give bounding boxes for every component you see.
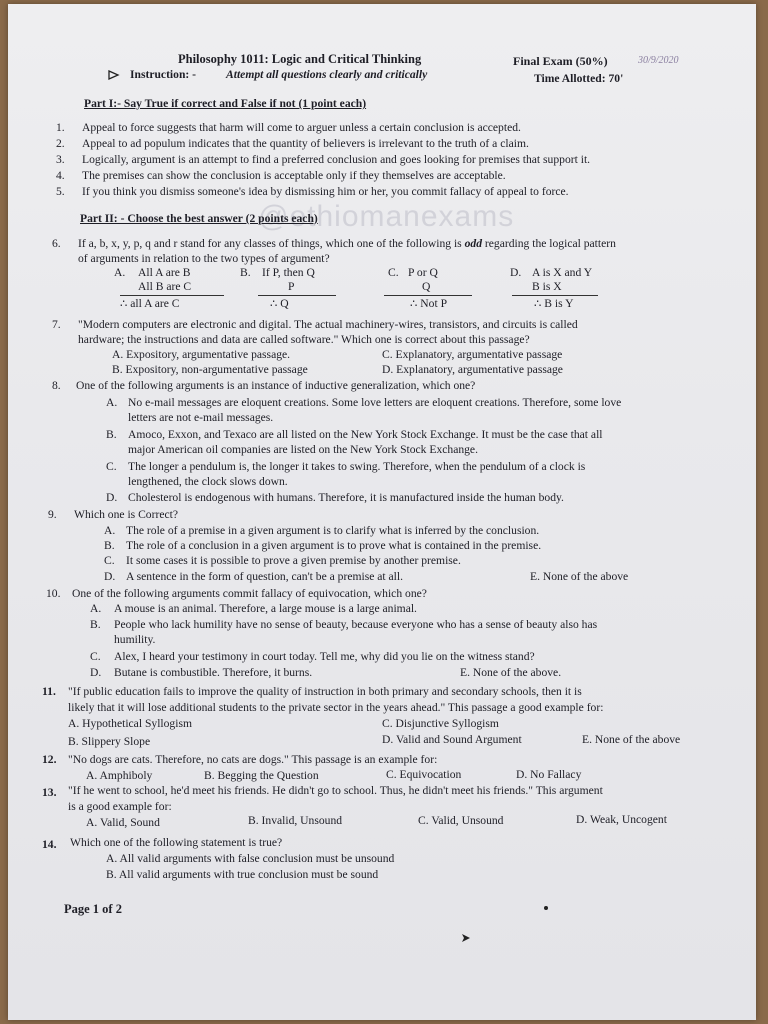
option-label: A. [104, 524, 116, 537]
option-label: A. [90, 602, 102, 615]
question-number: 13. [42, 786, 57, 799]
option-label: B. [106, 428, 117, 441]
option-label: D. [510, 266, 522, 279]
question-number: 11. [42, 685, 56, 698]
option-b: Amoco, Exxon, and Texaco are all listed on the New York Stock Exchange. It must be the case that all [128, 428, 603, 441]
conclusion-line: ∴ Not P [410, 297, 448, 310]
inference-line [258, 295, 336, 296]
option-c-cont: lengthened, the clock slows down. [128, 475, 288, 488]
question-text: "If he went to school, he'd meet his friends. He didn't go to school. Thus, he didn't meet his friends." This argument [68, 784, 603, 797]
option-d: D. Valid and Sound Argument [382, 733, 522, 746]
premise-line: P [288, 280, 295, 293]
conclusion-line: ∴ Q [270, 297, 289, 310]
premise-line: All A are B [138, 266, 191, 279]
course-title: Philosophy 1011: Logic and Critical Thinking [178, 52, 422, 66]
option-label: D. [104, 570, 116, 583]
option-b: B. Slippery Slope [68, 735, 151, 748]
part1-item: Logically, argument is an attempt to find a preferred conclusion and goes looking for premises that support it. [82, 153, 591, 166]
option-d: Butane is combustible. Therefore, it burns. [114, 666, 313, 679]
question-text-cont: likely that it will lose additional students to the private sector in the years ahead." This passage a good example for: [68, 701, 604, 714]
option-label: C. [104, 554, 115, 567]
part1-item-num: 2. [56, 137, 65, 150]
option-label: C. [388, 266, 399, 279]
instruction-text: Attempt all questions clearly and critically [226, 68, 428, 81]
exam-type: Final Exam (50%) [513, 54, 608, 68]
inference-line [120, 295, 224, 296]
exam-sheet [8, 4, 756, 1020]
option-b: The role of a conclusion in a given argument is to prove what is contained in the premise. [126, 539, 542, 552]
option-d: D. Explanatory, argumentative passage [382, 363, 563, 376]
part2-title: Part II: - Choose the best answer (2 points each) [80, 212, 318, 225]
option-b: B. Expository, non-argumentative passage [112, 363, 308, 376]
option-e: E. None of the above. [460, 666, 562, 679]
premise-line: If P, then Q [262, 266, 315, 279]
option-a: A. Amphiboly [86, 769, 153, 782]
premise-line: A is X and Y [532, 266, 593, 279]
option-a: A mouse is an animal. Therefore, a large mouse is a large animal. [114, 602, 417, 615]
ink-speck [544, 906, 548, 910]
question-text: "Modern computers are electronic and digital. The actual machinery-wires, transistors, and circuits is called [78, 318, 578, 331]
option-b: People who lack humility have no sense of beauty, because everyone who has a sense of beauty also has [114, 618, 598, 631]
arrow-bullet-icon [108, 70, 120, 80]
option-c: C. Valid, Unsound [418, 814, 504, 827]
question-number: 10. [46, 587, 61, 600]
question-text-cont: hardware; the instructions and data are called software." Which one is correct about this passage? [78, 333, 530, 346]
question-text: One of the following arguments commit fallacy of equivocation, which one? [72, 587, 427, 600]
question-number: 8. [52, 379, 61, 392]
part1-item-num: 4. [56, 169, 65, 182]
conclusion-line: ∴ all A are C [120, 297, 180, 310]
option-a: A. Hypothetical Syllogism [68, 717, 192, 730]
option-label: B. [90, 618, 101, 631]
ink-mark-icon [460, 932, 472, 944]
option-b-cont: humility. [114, 633, 156, 646]
option-label: D. [90, 666, 102, 679]
option-e: E. None of the above [582, 733, 681, 746]
question-text: One of the following arguments is an instance of inductive generalization, which one? [76, 379, 476, 392]
watermark: @ethiomanexams [258, 200, 515, 233]
inference-line [384, 295, 472, 296]
conclusion-line: ∴ B is Y [534, 297, 574, 310]
option-c: The longer a pendulum is, the longer it takes to swing. Therefore, when the pendulum of a clock is [128, 460, 586, 473]
option-label: D. [106, 491, 118, 504]
instruction-label: Instruction: - [130, 68, 197, 81]
question-number: 12. [42, 753, 57, 766]
premise-line: P or Q [408, 266, 438, 279]
question-number: 14. [42, 838, 57, 851]
question-number: 6. [52, 237, 61, 250]
option-a: A. Valid, Sound [86, 816, 160, 829]
option-c: C. Equivocation [386, 768, 462, 781]
option-c: C. Disjunctive Syllogism [382, 717, 499, 730]
option-label: B. [104, 539, 115, 552]
option-d: D. No Fallacy [516, 768, 582, 781]
option-c: It some cases it is possible to prove a given premise by another premise. [126, 554, 461, 567]
question-text-cont: of arguments in relation to the two types of argument? [78, 252, 330, 265]
option-a-cont: letters are not e-mail messages. [128, 411, 274, 424]
question-number: 7. [52, 318, 61, 331]
premise-line: All B are C [138, 280, 192, 293]
option-label: C. [106, 460, 117, 473]
option-b: B. Begging the Question [204, 769, 319, 782]
option-d: Cholesterol is endogenous with humans. Therefore, it is manufactured inside the human body. [128, 491, 564, 504]
premise-line: B is X [532, 280, 562, 293]
question-text-part: regarding the logical pattern [484, 237, 616, 250]
part1-item-num: 3. [56, 153, 65, 166]
part1-item-num: 1. [56, 121, 65, 134]
page-number: Page 1 of 2 [64, 902, 122, 916]
part1-item: Appeal to force suggests that harm will come to arguer unless a certain conclusion is accepted. [82, 121, 521, 134]
option-a: A. All valid arguments with false conclusion must be unsound [106, 852, 395, 865]
question-text: Which one is Correct? [74, 508, 178, 521]
question-text: "If public education fails to improve the quality of instruction in both primary and secondary schools, then it is [68, 685, 582, 698]
time-allotted: Time Allotted: 70' [534, 72, 624, 85]
option-c: C. Explanatory, argumentative passage [382, 348, 563, 361]
question-number: 9. [48, 508, 57, 521]
option-d: A sentence in the form of question, can't be a premise at all. [126, 570, 404, 583]
question-text [78, 237, 616, 251]
option-b: B. All valid arguments with true conclusion must be sound [106, 868, 379, 881]
question-text: "No dogs are cats. Therefore, no cats are dogs." This passage is an example for: [68, 753, 438, 766]
handwritten-date: 30/9/2020 [638, 55, 679, 66]
option-b-cont: major American oil companies are listed on the New York Stock Exchange. [128, 443, 478, 456]
odd-keyword: odd [464, 237, 482, 250]
option-label: C. [90, 650, 101, 663]
option-c: Alex, I heard your testimony in court today. Tell me, why did you lie on the witness stand? [114, 650, 535, 663]
question-text-cont: is a good example for: [68, 800, 172, 813]
inference-line [512, 295, 598, 296]
part1-title: Part I:- Say True if correct and False if not (1 point each) [84, 97, 367, 110]
option-a: The role of a premise in a given argument is to clarify what is inferred by the conclusion. [126, 524, 540, 537]
part1-item-num: 5. [56, 185, 65, 198]
question-text: Which one of the following statement is true? [70, 836, 283, 849]
part1-item: Appeal to ad populum indicates that the quantity of believers is irrelevant to the truth of a claim. [82, 137, 529, 150]
option-label: A. [106, 396, 118, 409]
option-a: No e-mail messages are eloquent creations. Some love letters are eloquent creations. Therefore, some love [128, 396, 622, 409]
part1-item: If you think you dismiss someone's idea by dismissing him or her, you commit fallacy of appeal to force. [82, 185, 569, 198]
option-e: E. None of the above [530, 570, 629, 583]
option-label: A. [114, 266, 126, 279]
option-label: B. [240, 266, 251, 279]
option-b: B. Invalid, Unsound [248, 814, 343, 827]
premise-line: Q [422, 280, 431, 293]
question-text-part: If a, b, x, y, p, q and r stand for any classes of things, which one of the following is [78, 237, 462, 250]
part1-item: The premises can show the conclusion is acceptable only if they themselves are acceptable. [82, 169, 506, 182]
option-a: A. Expository, argumentative passage. [112, 348, 291, 361]
option-d: D. Weak, Uncogent [576, 813, 667, 826]
